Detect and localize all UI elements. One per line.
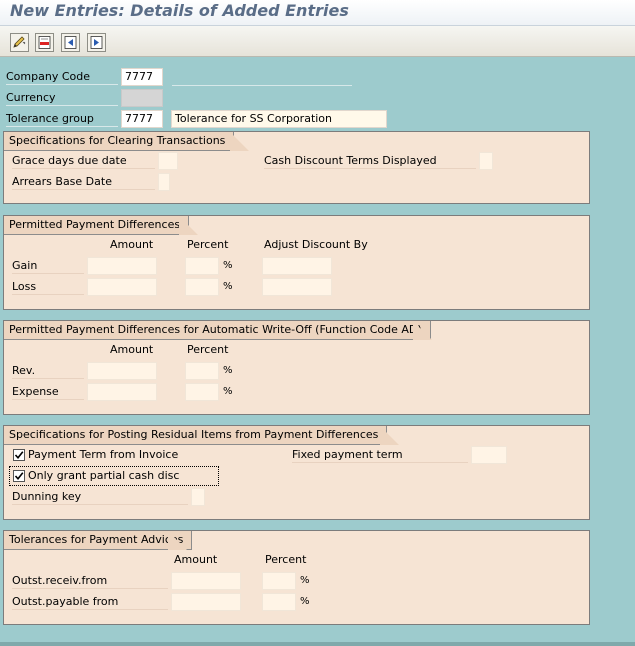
expense-amount-field[interactable] xyxy=(87,383,157,401)
partial-cash-checkbox[interactable] xyxy=(13,470,25,482)
clearing-transactions-title: Specifications for Clearing Transactions xyxy=(4,132,234,151)
outstanding-receivables-label: Outst.receiv.from xyxy=(12,574,168,589)
payment-advices-title: Tolerances for Payment Advices xyxy=(4,531,192,550)
residual-items-title: Specifications for Posting Residual Items from Payment Differences xyxy=(4,426,387,445)
partial-cash-label: Only grant partial cash disc xyxy=(28,469,180,482)
outstanding-payables-label: Outst.payable from xyxy=(12,595,168,610)
loss-label: Loss xyxy=(12,280,84,295)
advices-amount-column-header: Amount xyxy=(174,553,218,566)
gain-amount-field[interactable] xyxy=(87,257,157,275)
grace-days-label: Grace days due date xyxy=(12,154,155,169)
writeoff-percent-column-header: Percent xyxy=(187,343,229,356)
delete-button[interactable] xyxy=(35,33,54,52)
outstanding-payables-amount-field[interactable] xyxy=(171,593,241,611)
clearing-title-tail xyxy=(230,132,249,151)
amount-column-header: Amount xyxy=(110,238,154,251)
expense-label: Expense xyxy=(12,385,84,400)
tolerance-group-description-field[interactable]: Tolerance for SS Corporation xyxy=(171,110,387,128)
expense-percent-unit: % xyxy=(223,386,233,397)
edit-button[interactable] xyxy=(10,33,29,52)
checkmark-icon xyxy=(14,471,24,481)
delete-icon xyxy=(37,35,52,50)
payment-term-checkbox[interactable] xyxy=(13,449,25,461)
loss-adjust-field[interactable] xyxy=(262,278,332,296)
gain-percent-field[interactable] xyxy=(185,257,219,275)
loss-percent-field[interactable] xyxy=(185,278,219,296)
adjust-discount-column-header: Adjust Discount By xyxy=(264,238,368,251)
checkmark-icon xyxy=(14,450,24,460)
outstanding-receivables-amount-field[interactable] xyxy=(171,572,241,590)
percent-column-header: Percent xyxy=(187,238,229,251)
currency-label: Currency xyxy=(6,91,118,106)
outstanding-payables-percent-unit: % xyxy=(300,596,310,607)
previous-entry-icon xyxy=(63,35,78,50)
grace-days-field[interactable] xyxy=(158,152,178,170)
payment-advices-title-tail xyxy=(168,531,187,550)
outstanding-payables-percent-field[interactable] xyxy=(262,593,296,611)
bottom-edge xyxy=(0,642,635,646)
next-entry-icon xyxy=(89,35,104,50)
dunning-key-label: Dunning key xyxy=(12,490,188,505)
tolerance-group-field[interactable]: 7777 xyxy=(121,110,163,128)
write-off-title: Permitted Payment Differences for Automatic Write-Off (Function Code AD) xyxy=(4,321,431,340)
residual-items-title-tail xyxy=(380,426,399,445)
payment-differences-title: Permitted Payment Differences xyxy=(4,216,189,235)
fixed-payment-term-label: Fixed payment term xyxy=(292,448,468,463)
expense-percent-field[interactable] xyxy=(185,383,219,401)
outstanding-receivables-percent-field[interactable] xyxy=(262,572,296,590)
gain-label: Gain xyxy=(12,259,84,274)
currency-field[interactable] xyxy=(121,89,163,107)
loss-amount-field[interactable] xyxy=(87,278,157,296)
arrears-base-date-label: Arrears Base Date xyxy=(12,175,155,190)
writeoff-amount-column-header: Amount xyxy=(110,343,154,356)
arrears-base-date-field[interactable] xyxy=(158,173,170,191)
revenue-percent-unit: % xyxy=(223,365,233,376)
write-off-title-tail xyxy=(413,321,432,340)
revenue-amount-field[interactable] xyxy=(87,362,157,380)
gain-adjust-field[interactable] xyxy=(262,257,332,275)
gain-percent-unit: % xyxy=(223,260,233,271)
fixed-payment-term-field[interactable] xyxy=(471,446,507,464)
dunning-key-field[interactable] xyxy=(191,488,205,506)
previous-entry-button[interactable] xyxy=(61,33,80,52)
page-title: New Entries: Details of Added Entries xyxy=(10,1,349,20)
cash-discount-terms-label: Cash Discount Terms Displayed xyxy=(264,154,476,169)
revenue-percent-field[interactable] xyxy=(185,362,219,380)
payment-differences-title-tail xyxy=(179,216,198,235)
next-entry-button[interactable] xyxy=(87,33,106,52)
tolerance-group-label: Tolerance group xyxy=(6,112,118,127)
outstanding-receivables-percent-unit: % xyxy=(300,575,310,586)
cash-discount-terms-field[interactable] xyxy=(479,152,493,170)
advices-percent-column-header: Percent xyxy=(265,553,307,566)
company-code-field[interactable]: 7777 xyxy=(121,68,163,86)
revenue-label: Rev. xyxy=(12,364,84,379)
loss-percent-unit: % xyxy=(223,281,233,292)
edit-pencil-icon xyxy=(12,35,27,50)
payment-term-label: Payment Term from Invoice xyxy=(28,448,179,461)
company-code-label: Company Code xyxy=(6,70,118,85)
company-code-description xyxy=(172,68,352,86)
